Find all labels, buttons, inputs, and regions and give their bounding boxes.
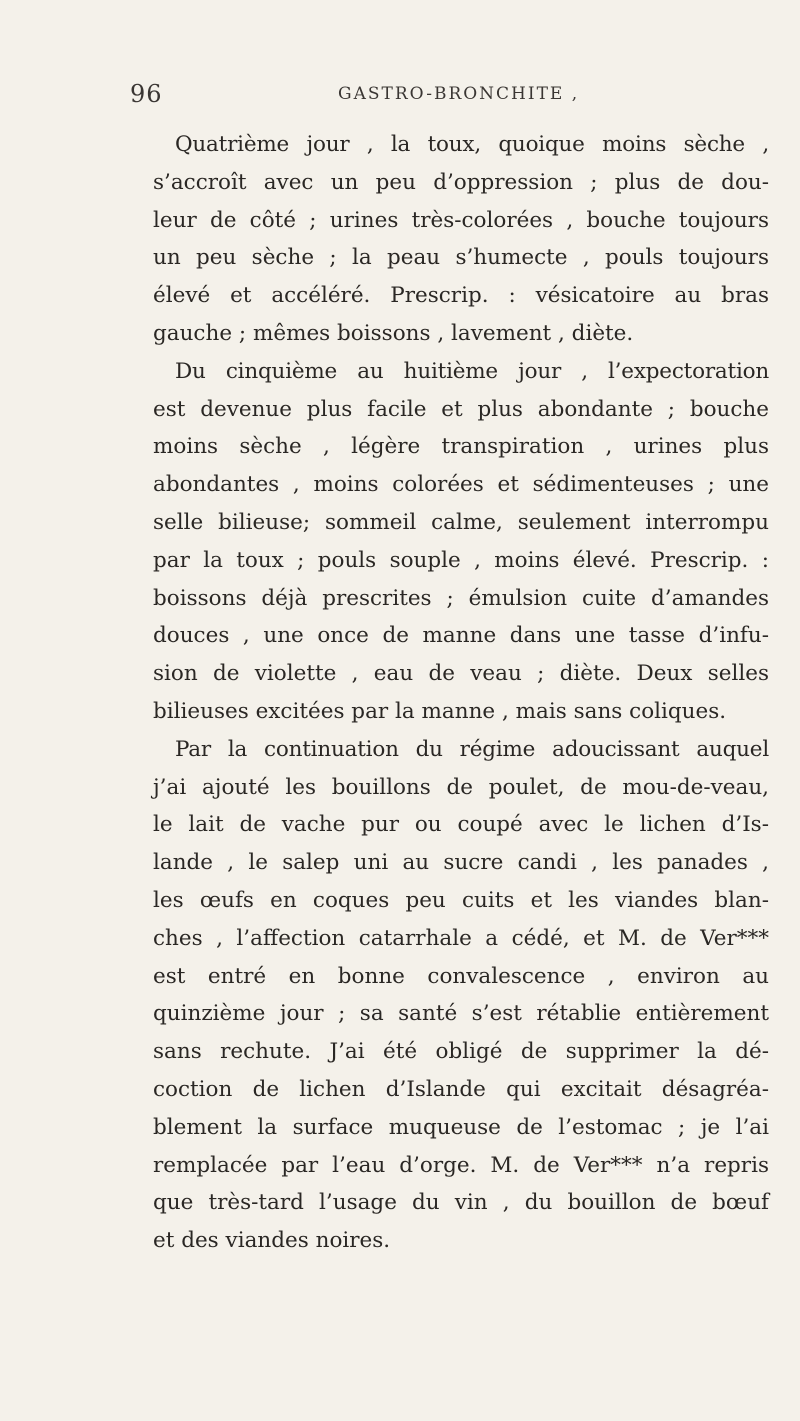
text-line: le lait de vache pur ou coupé avec le lichen d’Is-	[153, 812, 769, 838]
text-line: quinzième jour ; sa santé s’est rétablie entièrement	[153, 1001, 769, 1027]
text-line: lande , le salep uni au sucre candi , les panades ,	[153, 850, 769, 876]
text-line: sion de violette , eau de veau ; diète. Deux selles	[153, 661, 769, 687]
text-line: élevé et accéléré. Prescrip. : vésicatoire au bras	[153, 283, 769, 309]
text-line: bilieuses excitées par la manne , mais sans coliques.	[153, 698, 727, 724]
text-line: que très-tard l’usage du vin , du bouillon de bœuf	[153, 1190, 769, 1216]
running-title: GASTRO-BRONCHITE ,	[338, 84, 580, 104]
paragraph-2	[129, 353, 769, 731]
paragraph-3	[129, 731, 769, 1260]
text-line: ches , l’affection catarrhale a cédé, et M. de Ver***	[153, 925, 769, 951]
paragraph-1	[129, 126, 769, 353]
text-line: leur de côté ; urines très-colorées , bouche toujours	[153, 207, 769, 233]
text-line: s’accroît avec un peu d’oppression ; plus de dou-	[153, 169, 769, 195]
text-line: est devenue plus facile et plus abondante ; bouche	[153, 396, 769, 422]
text-line: coction de lichen d’Islande qui excitait désagréa-	[153, 1076, 769, 1102]
text-line: les œufs en coques peu cuits et les viandes blan-	[153, 887, 769, 913]
text-line: Quatrième jour , la toux, quoique moins sèche ,	[175, 132, 769, 157]
text-line: selle bilieuse; sommeil calme, seulement interrompu	[153, 509, 769, 535]
text-line: un peu sèche ; la peau s’humecte , pouls toujours	[153, 245, 769, 271]
text-line: boissons déjà prescrites ; émulsion cuite d’amandes	[153, 585, 769, 611]
text-line: moins sèche , légère transpiration , urines plus	[153, 434, 769, 460]
text-line: et des viandes noires.	[153, 1228, 391, 1254]
text-line: Du cinquième au huitième jour , l’expectoration	[175, 358, 769, 384]
page-number: 96	[130, 80, 163, 108]
running-head	[0, 80, 800, 110]
text-line: Par la continuation du régime adoucissant auquel	[175, 736, 769, 762]
body-text	[129, 126, 769, 1260]
text-line: gauche ; mêmes boissons , lavement , diète.	[153, 320, 634, 346]
text-line: par la toux ; pouls souple , moins élevé. Prescrip. :	[153, 547, 769, 573]
text-line: douces , une once de manne dans une tasse d’infu-	[153, 623, 769, 649]
text-line: abondantes , moins colorées et sédimenteuses ; une	[153, 472, 769, 498]
text-line: sans rechute. J’ai été obligé de supprimer la dé-	[153, 1039, 769, 1065]
text-line: remplacée par l’eau d’orge. M. de Ver*** n’a repris	[153, 1152, 769, 1178]
text-line: j’ai ajouté les bouillons de poulet, de mou-de-veau,	[153, 774, 769, 800]
text-line: est entré en bonne convalescence , environ au	[153, 963, 769, 989]
text-line: blement la surface muqueuse de l’estomac ; je l’ai	[153, 1114, 769, 1140]
